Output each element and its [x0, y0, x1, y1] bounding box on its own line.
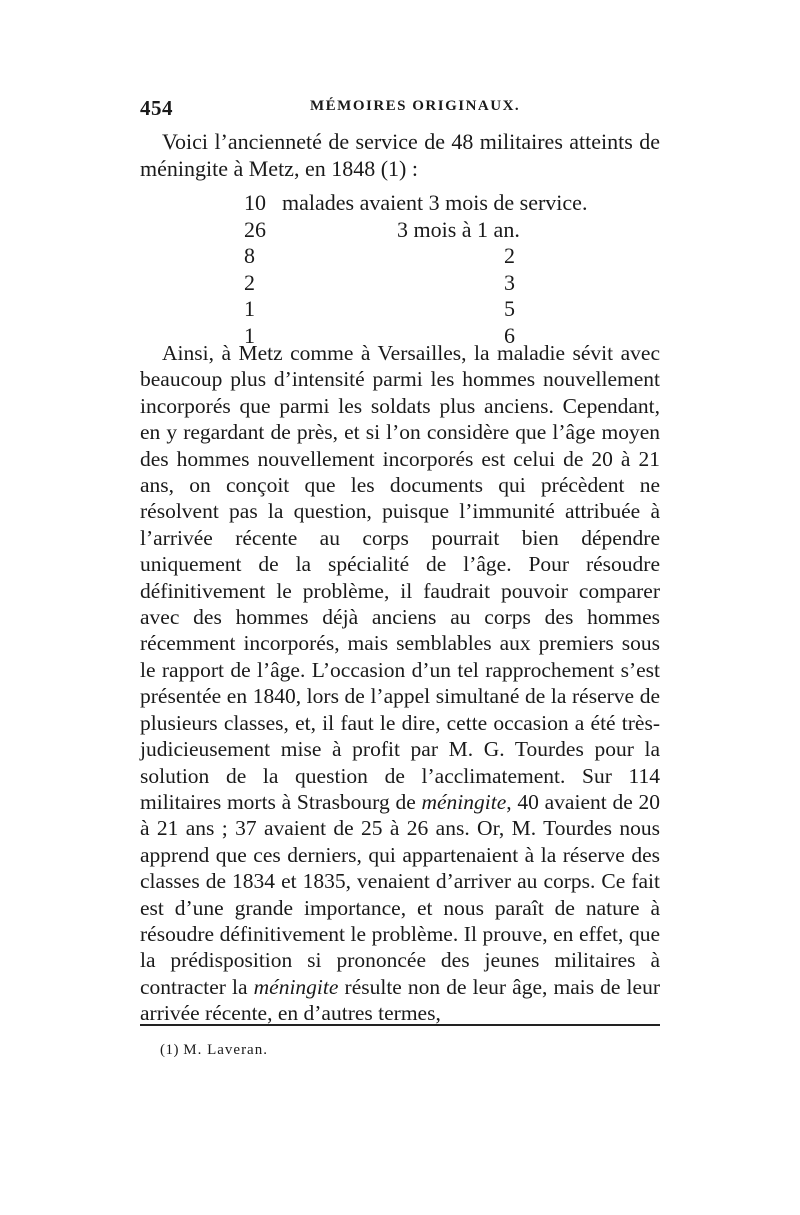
main-paragraph	[140, 340, 660, 1027]
footnote-rule	[140, 1024, 660, 1026]
intro-text: Voici l’ancienneté de service de 48 militaires atteints de méningite à Metz, en 1848 (1) :	[140, 129, 660, 181]
body-emphasis-1: méningite	[421, 789, 507, 814]
footnote-text: M. Laveran.	[183, 1042, 268, 1058]
body-text	[140, 340, 660, 1027]
body-emphasis-2: méningite	[253, 974, 339, 999]
running-head: MÉMOIRES ORIGINAUX.	[310, 98, 521, 114]
table-value: 6	[504, 322, 515, 348]
table-row	[244, 296, 604, 323]
table-row	[244, 190, 604, 217]
table-count: 10	[244, 190, 266, 215]
table-text: malades avaient 3 mois de service.	[282, 190, 588, 215]
footnote-marker: (1)	[160, 1042, 179, 1058]
table-value: 5	[504, 296, 515, 321]
seniority-table	[244, 190, 604, 349]
body-part-2: , 40 avaient de 20 à 21 ans ; 37 avaient de 25 à 26 ans. Or, M. Tourdes nous apprend que ces derniers, qui appartenaient à la réserve des classes de 1834 et 1835, venaient d’arriver au corps. Ce fait est d’une grande importance, et nous paraît de nature à résoudre définitivement le problème. Il prouve, en effet, que la prédisposition si prononcée des jeunes militaires à contracter la	[140, 789, 660, 999]
table-count: 26	[244, 216, 266, 242]
table-row	[244, 270, 604, 297]
table-count: 2	[244, 269, 255, 295]
body-part-1: Ainsi, à Metz comme à Versailles, la maladie sévit avec beaucoup plus d’intensité parmi les hommes nouvellement incorporés que parmi les soldats plus anciens. Cependant, en y regardant de près, et si l’on considère que l’âge moyen des hommes nouvellement incorporés est celui de 20 à 21 ans, on conçoit que les documents qui précèdent ne résolvent pas la question, puisque l’immunité attribuée à l’arrivée récente au corps pourrait bien dépendre uniquement de la spécialité de l’âge. Pour résoudre définitivement le problème, il faudrait pouvoir comparer avec des hommes déjà anciens au corps des hommes récemment incorporés, mais semblables aux premiers sous le rapport de l’âge. L’occasion d’un tel rapprochement s’est présentée en 1840, lors de l’appel simultané de la réserve de plusieurs classes, et, il faut le dire, cette occasion a été très-judicieusement mise à profit par M. G. Tourdes pour la solution de la question de l’acclimatement. Sur 114 militaires morts à Strasbourg de	[140, 341, 660, 814]
page-number: 454	[140, 96, 173, 120]
table-count: 1	[244, 296, 255, 321]
page-header	[140, 96, 660, 126]
table-text: 3 mois à 1 an.	[397, 216, 520, 242]
intro-paragraph	[140, 128, 660, 182]
table-count: 1	[244, 322, 255, 348]
body-part-3: résulte non de leur âge, mais de leur arrivée récente, en d’autres termes,	[140, 974, 660, 1026]
table-row	[244, 217, 604, 244]
table-value: 2	[504, 243, 515, 268]
table-value: 3	[504, 269, 515, 295]
footnote	[160, 1042, 268, 1059]
table-count: 8	[244, 243, 255, 268]
table-row	[244, 243, 604, 270]
